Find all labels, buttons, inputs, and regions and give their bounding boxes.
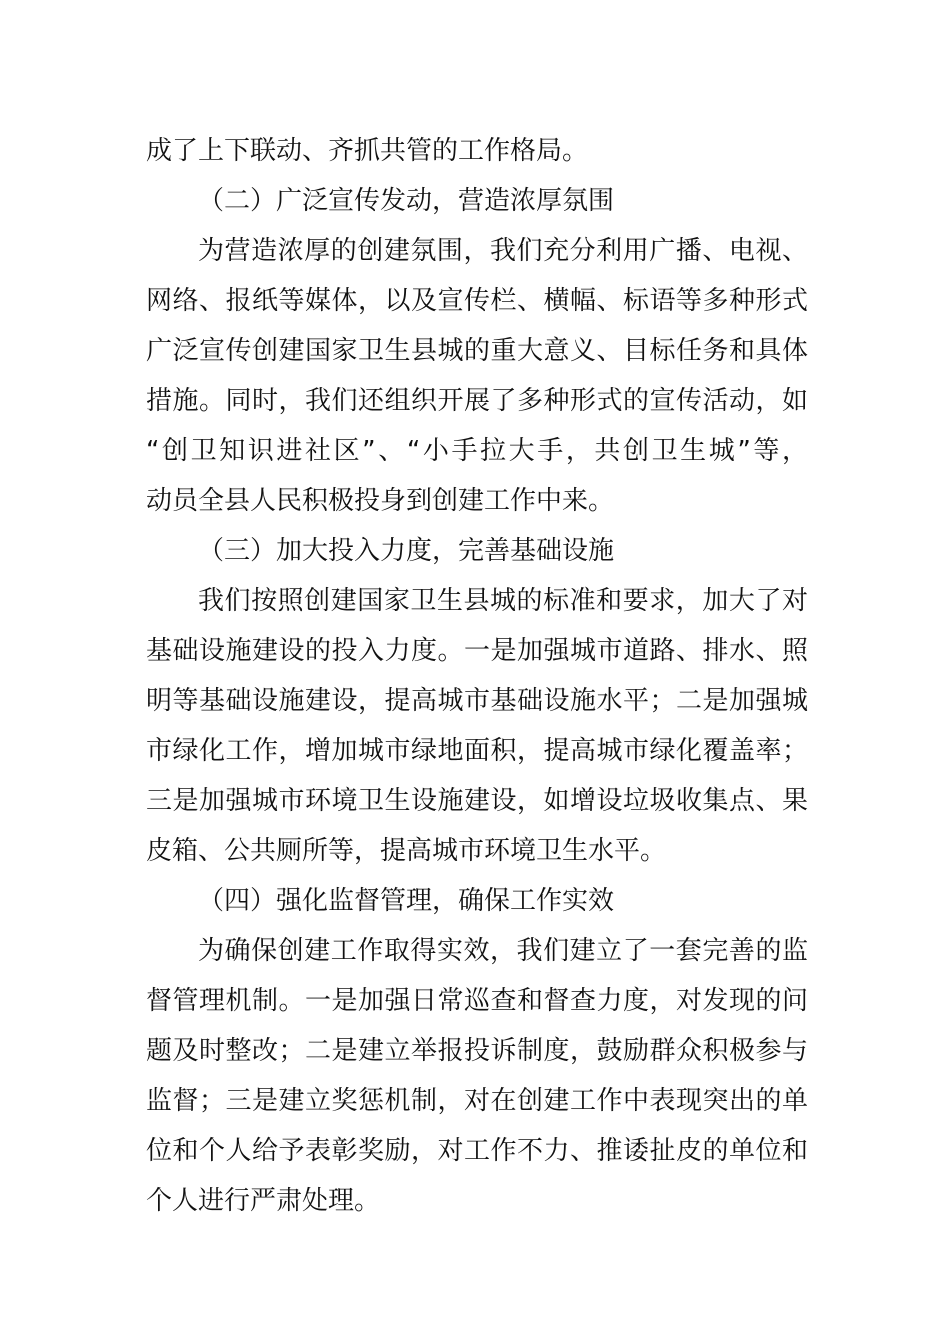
paragraph-line: 我们按照创建国家卫生县城的标准和要求，加大了对 — [198, 586, 808, 616]
section-heading: （二）广泛宣传发动，营造浓厚氛围 — [198, 186, 615, 216]
paragraph-line: 市绿化工作，增加城市绿地面积，提高城市绿化覆盖率； — [146, 736, 808, 766]
paragraph-line: 明等基础设施建设，提高城市基础设施水平；二是加强城 — [146, 686, 808, 716]
paragraph-line: 个人进行严肃处理。 — [146, 1186, 381, 1216]
paragraph-line: 为确保创建工作取得实效，我们建立了一套完善的监 — [198, 936, 808, 966]
section-heading: （四）强化监督管理，确保工作实效 — [198, 886, 615, 916]
paragraph-line: 动员全县人民积极投身到创建工作中来。 — [146, 486, 615, 516]
paragraph-line: 三是加强城市环境卫生设施建设，如增设垃圾收集点、果 — [146, 786, 808, 816]
paragraph-line: 广泛宣传创建国家卫生县城的重大意义、目标任务和具体 — [146, 336, 808, 366]
paragraph-line: 成了上下联动、齐抓共管的工作格局。 — [146, 136, 589, 166]
paragraph-line: 监督；三是建立奖惩机制，对在创建工作中表现突出的单 — [146, 1086, 808, 1116]
paragraph-line: 题及时整改；二是建立举报投诉制度，鼓励群众积极参与 — [146, 1036, 808, 1066]
paragraph-line: 网络、报纸等媒体，以及宣传栏、横幅、标语等多种形式 — [146, 286, 808, 316]
paragraph-line: 督管理机制。一是加强日常巡查和督查力度，对发现的问 — [146, 986, 808, 1016]
paragraph-line: 位和个人给予表彰奖励，对工作不力、推诿扯皮的单位和 — [146, 1136, 808, 1166]
paragraph-line: “创卫知识进社区”、“小手拉大手，共创卫生城”等， — [146, 436, 808, 466]
paragraph-line: 为营造浓厚的创建氛围，我们充分利用广播、电视、 — [198, 236, 808, 266]
paragraph-line: 皮箱、公共厕所等，提高城市环境卫生水平。 — [146, 836, 667, 866]
section-heading: （三）加大投入力度，完善基础设施 — [198, 536, 615, 566]
paragraph-line: 措施。同时，我们还组织开展了多种形式的宣传活动，如 — [146, 386, 808, 416]
paragraph-line: 基础设施建设的投入力度。一是加强城市道路、排水、照 — [146, 636, 808, 666]
